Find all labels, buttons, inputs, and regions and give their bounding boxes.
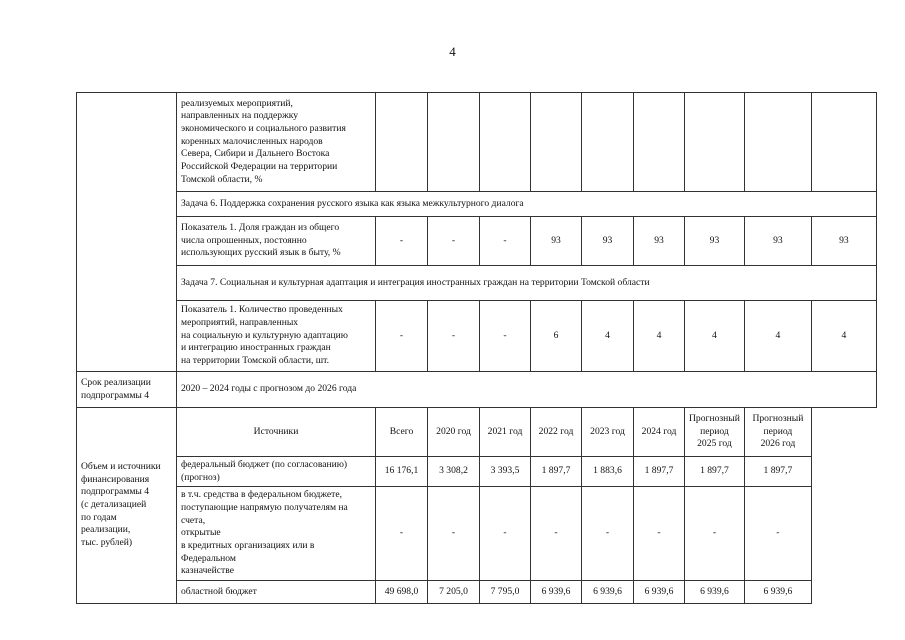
finance-label: Объем и источники финансирования подпрограммы 4 (с детализацией по годам реализации, тыс. рублей) [77,408,177,604]
source-cell: в т.ч. средства в федеральном бюджете, поступающие напрямую получателям на счета, открытые в кредитных организациях или в Федеральном казначействе [177,487,376,581]
value-cell: - [428,217,480,266]
table-row [77,372,877,408]
task-7-title: Задача 7. Социальная и культурная адаптация и интеграция иностранных граждан на территории Томской области [177,266,877,301]
task-row [77,266,877,301]
value-cell: 3 393,5 [480,457,531,487]
task-6-indicator: Показатель 1. Доля граждан из общего числа опрошенных, постоянно использующих русский язык в быту, % [177,217,376,266]
value-cell: 93 [531,217,582,266]
column-header: Источники [177,408,376,457]
table-row [77,301,877,372]
column-header: 2023 год [582,408,634,457]
value-cell: 4 [685,301,745,372]
value-cell: 49 698,0 [376,580,428,603]
value-cell: 93 [634,217,685,266]
value-cell: 1 897,7 [531,457,582,487]
column-header: 2022 год [531,408,582,457]
column-header: Прогнозный период 2026 год [744,408,811,457]
source-cell: федеральный бюджет (по согласованию) (прогноз) [177,457,376,487]
source-cell: областной бюджет [177,580,376,603]
value-cell: - [376,487,428,581]
value-cell: - [582,487,634,581]
passport-table [76,92,877,604]
value-cell: 93 [685,217,745,266]
value-cell: 93 [744,217,811,266]
table-row [77,457,877,487]
table-row [77,93,877,192]
value-cell: 4 [582,301,634,372]
value-cell: - [428,487,480,581]
value-cell: - [744,487,811,581]
value-cell: - [376,217,428,266]
value-cell: 7 205,0 [428,580,480,603]
value-cell: 6 939,6 [531,580,582,603]
value-cell: 7 795,0 [480,580,531,603]
value-cell: 6 939,6 [685,580,745,603]
column-header: Прогнозный период 2025 год [685,408,745,457]
column-header: 2021 год [480,408,531,457]
value-cell: - [428,301,480,372]
value-cell: 1 897,7 [744,457,811,487]
value-cell: 4 [811,301,876,372]
value-cell: 6 939,6 [744,580,811,603]
value-cell: - [634,487,685,581]
value-cell: 1 883,6 [582,457,634,487]
value-cell: - [480,487,531,581]
value-cell: 93 [582,217,634,266]
value-cell: 1 897,7 [634,457,685,487]
value-cell: 6 [531,301,582,372]
value-cell: 4 [744,301,811,372]
column-header: Всего [376,408,428,457]
value-cell: 6 939,6 [634,580,685,603]
value-cell: - [531,487,582,581]
value-cell: - [480,217,531,266]
value-cell: - [376,301,428,372]
value-cell: 1 897,7 [685,457,745,487]
page-number: 4 [449,44,456,59]
term-value: 2020 – 2024 годы с прогнозом до 2026 года [177,372,877,408]
value-cell: - [480,301,531,372]
value-cell: 4 [634,301,685,372]
indicator-text: реализуемых мероприятий, направленных на поддержку экономического и социального развития коренных малочисленных народов Севера, Сибири и Дальнего Востока Российской Федерации на территории Томской области, % [177,93,376,192]
table-row [77,217,877,266]
value-cell: 16 176,1 [376,457,428,487]
column-header: 2020 год [428,408,480,457]
value-cell: 6 939,6 [582,580,634,603]
table-row [77,487,877,581]
finance-header-row [77,408,877,457]
task-6-title: Задача 6. Поддержка сохранения русского языка как языка межкультурного диалога [177,192,877,217]
table-row [77,580,877,603]
empty-label-cell [77,93,177,372]
value-cell: 93 [811,217,876,266]
task-7-indicator: Показатель 1. Количество проведенных мероприятий, направленных на социальную и культурную адаптацию и интеграцию иностранных граждан на территории Томской области, шт. [177,301,376,372]
value-cell: - [685,487,745,581]
task-row [77,192,877,217]
column-header: 2024 год [634,408,685,457]
term-label: Срок реализации подпрограммы 4 [77,372,177,408]
value-cell: 3 308,2 [428,457,480,487]
